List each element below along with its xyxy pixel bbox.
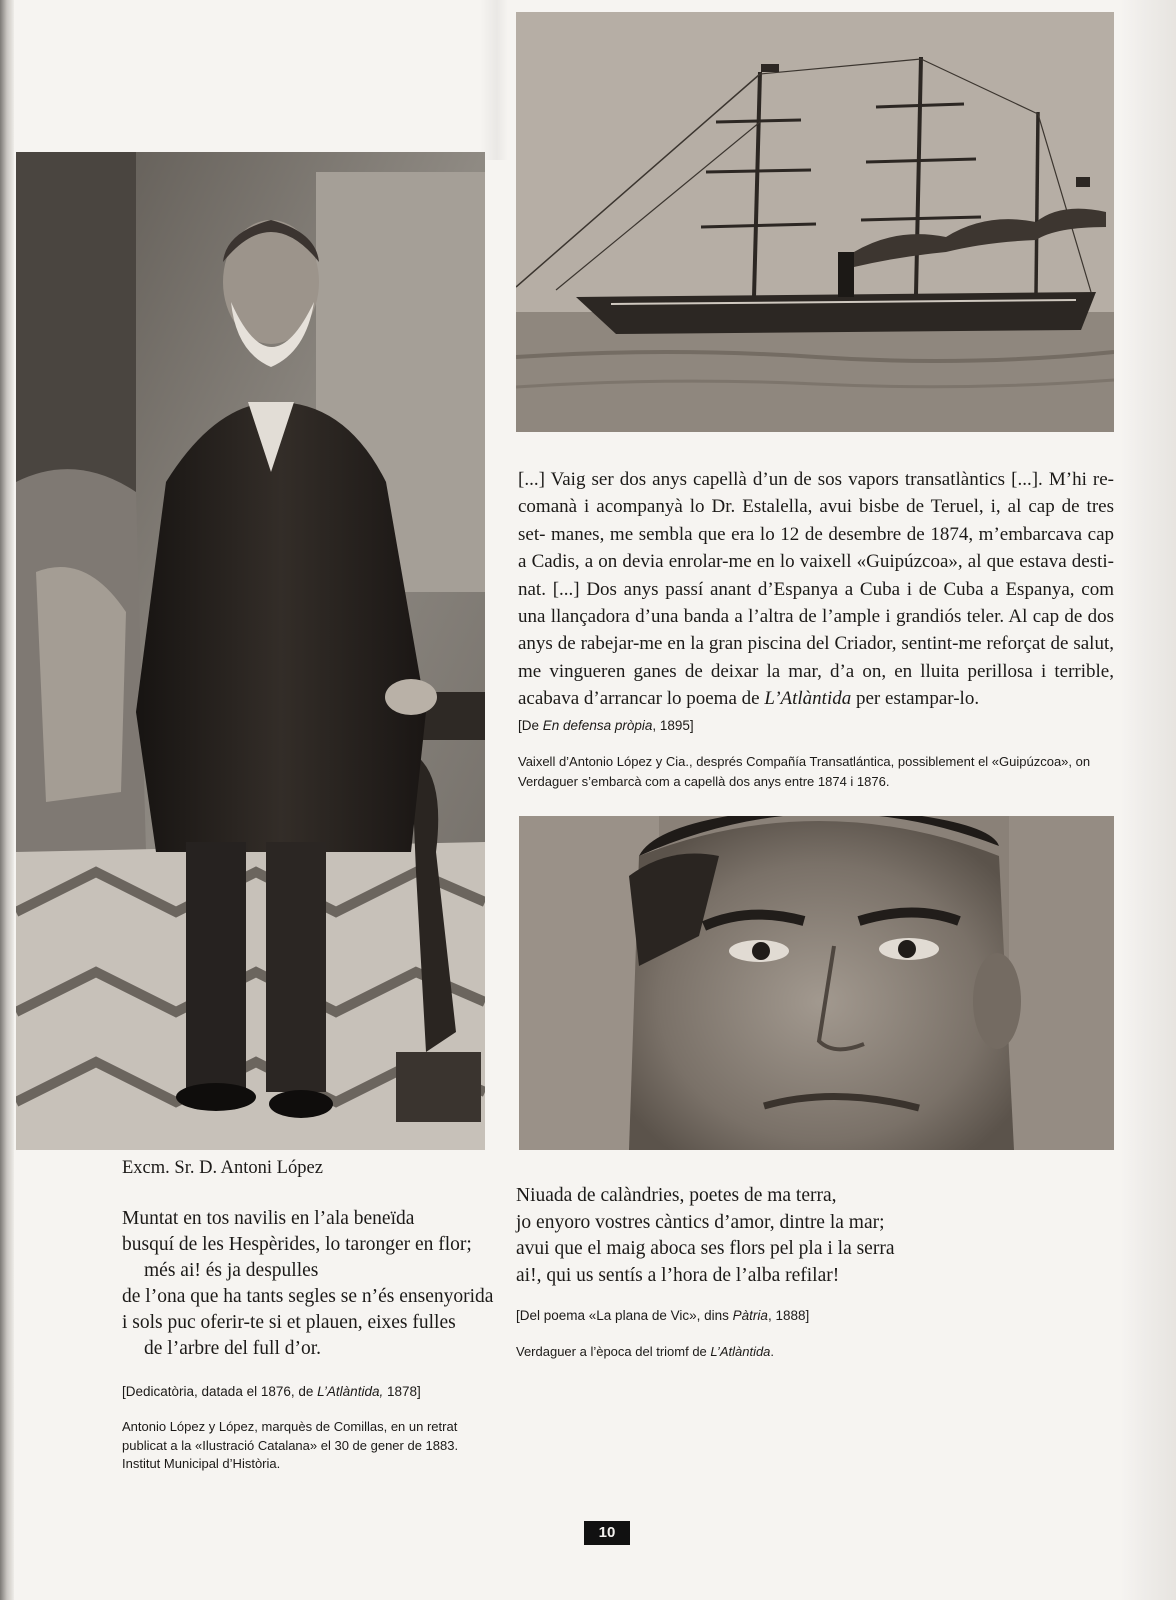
ship-quote-paragraph (518, 466, 1114, 713)
patria-poem (516, 1183, 936, 1289)
source-work: En defensa pròpia (542, 718, 653, 733)
ship-quote-text (518, 466, 1114, 713)
source-work: Pàtria (732, 1308, 768, 1323)
ship-photo-caption (518, 752, 1118, 792)
quote-line: d’arrancar lo poema de (583, 688, 760, 710)
caption-line: Antonio López y López, marquès de Comillas, en un retrat (122, 1419, 458, 1434)
ship-quote-source (518, 718, 1114, 733)
caption-line: Institut Municipal d’Història. (122, 1456, 281, 1471)
poem-line: ai!, qui us sentís a l’hora de l’alba refilar! (516, 1264, 840, 1286)
quote-line: llançadora d’una banda a l’altra de l’ample i grandiós teler. Al cap de dos anys (518, 606, 1115, 655)
page-left-edge (0, 0, 14, 1600)
poem-line: més ai! és ja despulles (144, 1260, 319, 1281)
caption-work: L’Atlàntida (710, 1344, 771, 1359)
quote-line: Cadis, a on devia enrolar-me en lo vaixell «Guipúzcoa», al que estava desti- (531, 551, 1115, 573)
page-fold-shadow (480, 0, 508, 160)
steamship-engraving-image (516, 12, 1114, 432)
quote-line: vingueren ganes de deixar la mar, d’a on, en lluita perillosa i terrible, acabava (518, 660, 1114, 710)
caption-suffix: . (770, 1344, 775, 1359)
portrait-caption (122, 1418, 502, 1474)
quote-line: de rabejar-me en la gran piscina del Criador, sentint-me reforçat de salut, me (518, 633, 1114, 682)
portrait-photo-antoni-lopez (16, 152, 485, 1150)
quote-line: [...] Vaig ser dos anys capellà d’un de sos vapors transatlàntics [...]. M’hi re- (518, 469, 1114, 490)
source-prefix: [Dedicatòria, datada el 1876, de (122, 1384, 314, 1399)
source-suffix: , 1895] (652, 718, 694, 733)
quote-end: per estampar-lo. (856, 688, 980, 710)
source-work: L’Atlàntida, (317, 1384, 384, 1399)
quote-work-title: L’Atlàntida (764, 688, 852, 710)
quote-line: manes, me sembla que era lo 12 de desembre de 1874, m’embarcava cap a (518, 523, 1114, 573)
poem-line: i sols puc oferir-te si et plauen, eixes fulles (122, 1312, 456, 1333)
poem-line: Niuada de calàndries, poetes de ma terra, (516, 1185, 837, 1206)
quote-line: comanà i acompanyà lo Dr. Estalella, avui bisbe de Teruel, i, al cap de tres set- (518, 496, 1114, 545)
source-suffix: 1878] (386, 1384, 421, 1399)
poem-line: jo enyoro vostres càntics d’amor, dintre la mar; (516, 1211, 885, 1233)
poem-line: avui que el maig aboca ses flors pel pla i la serra (516, 1238, 895, 1260)
caption-line: Vaixell d’Antonio López y Cia., després Compañía Transatlántica, possiblement el «Guipúzcoa», on (518, 754, 1091, 769)
portrait-engraving-image (16, 152, 485, 1150)
source-prefix: [Del poema «La plana de Vic», dins (516, 1308, 729, 1323)
caption-line: publicat a la «Ilustració Catalana» el 30 de gener de 1883. (122, 1437, 459, 1453)
source-prefix: [De (518, 718, 540, 733)
face-photo-verdaguer (519, 816, 1114, 1150)
page-number: 10 (584, 1521, 630, 1545)
dedication-source (122, 1384, 421, 1399)
poem-line: de l’arbre del full d’or. (144, 1338, 322, 1359)
dedication-poem (122, 1206, 502, 1362)
portrait-title: Excm. Sr. D. Antoni López (122, 1158, 323, 1178)
face-closeup-image (519, 816, 1114, 1150)
caption-line: Verdaguer s’embarcà com a capellà dos anys entre 1874 i 1876. (518, 774, 890, 789)
caption-prefix: Verdaguer a l’època del triomf de (516, 1344, 707, 1359)
ship-photo-guipuzcoa (516, 12, 1114, 432)
poem-line: Muntat en tos navilis en l’ala beneïda (122, 1208, 415, 1229)
poem-line: de l’ona que ha tants segles se n’és ensenyorida (122, 1286, 494, 1307)
face-photo-caption (516, 1344, 774, 1359)
source-suffix: , 1888] (767, 1308, 810, 1323)
patria-source (516, 1308, 809, 1323)
poem-line: busquí de les Hespèrides, lo taronger en flor; (122, 1234, 472, 1255)
quote-line: nat. [...] Dos anys passí anant d’Espanya a Cuba i de Cuba a Espanya, com una (518, 578, 1114, 628)
page-right-edge (1120, 0, 1176, 1600)
